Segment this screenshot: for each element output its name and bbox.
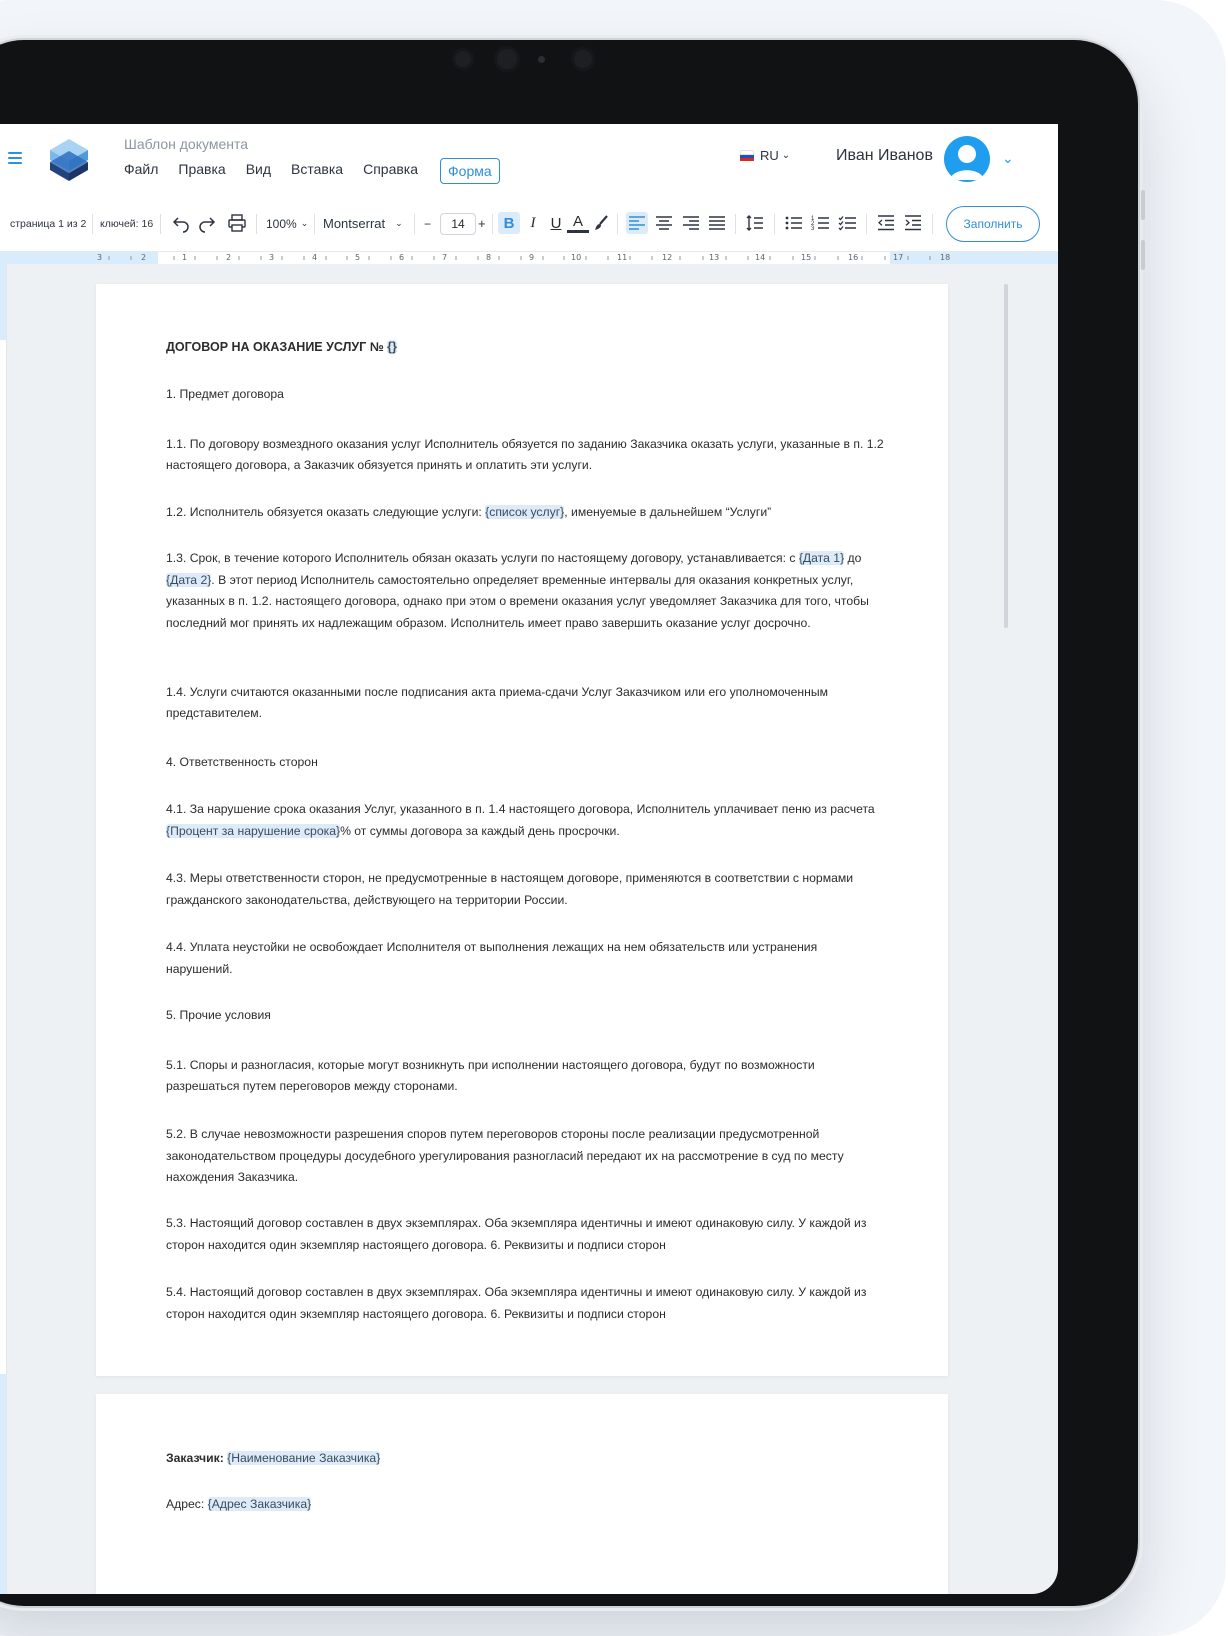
app-logo[interactable] bbox=[46, 137, 92, 183]
section-heading: 5. Прочие условия bbox=[166, 1008, 271, 1022]
document-page[interactable] bbox=[96, 284, 948, 1376]
ruler-label: 11 bbox=[617, 253, 628, 262]
menu-view[interactable]: Вид bbox=[245, 161, 272, 177]
vertical-ruler[interactable] bbox=[0, 264, 7, 1594]
divider bbox=[866, 214, 867, 234]
divider bbox=[617, 214, 618, 234]
language-selector[interactable] bbox=[740, 148, 790, 163]
ruler-margin bbox=[0, 1374, 6, 1594]
indent-icon[interactable] bbox=[902, 212, 924, 234]
paragraph-text: 4.1. За нарушение срока оказания Услуг, указанного в п. 1.4 настоящего договора, Исполнитель уплачивает пеню из расчета bbox=[166, 802, 875, 816]
chevron-down-icon: ⌄ bbox=[300, 218, 309, 228]
bold-button[interactable]: B bbox=[498, 212, 520, 234]
avatar[interactable] bbox=[944, 136, 990, 182]
numbered-list-icon[interactable] bbox=[810, 212, 832, 234]
variable-field[interactable]: {Процент за нарушение срока} bbox=[166, 824, 341, 838]
customer-label: Заказчик: bbox=[166, 1451, 224, 1465]
divider bbox=[932, 214, 933, 234]
variable-field[interactable]: {Дата 1} bbox=[798, 551, 845, 565]
paragraph: 4.3. Меры ответственности сторон, не предусмотренные в настоящем договоре, применяются в соответствии с нормами гражданского законодательства, действующего на территории России. bbox=[166, 871, 854, 907]
chevron-down-icon: ⌄ bbox=[395, 218, 403, 228]
ruler-label: 1 bbox=[182, 253, 188, 262]
menu-help[interactable]: Справка bbox=[363, 161, 419, 177]
ruler-label: 13 bbox=[709, 253, 720, 262]
divider bbox=[92, 214, 93, 234]
variable-field[interactable]: {Адрес Заказчика} bbox=[207, 1497, 312, 1511]
svg-text:1: 1 bbox=[811, 216, 815, 222]
divider bbox=[492, 214, 493, 234]
ruler-label: 3 bbox=[97, 253, 103, 262]
formatting-toolbar bbox=[0, 196, 1058, 252]
scrollbar[interactable] bbox=[1004, 284, 1008, 628]
screen bbox=[0, 124, 1058, 1594]
ruler-label: 6 bbox=[399, 253, 405, 262]
heading-text: ДОГОВОР НА ОКАЗАНИЕ УСЛУГ № bbox=[166, 340, 384, 354]
sensor-icon bbox=[538, 56, 545, 63]
ruler-label: 2 bbox=[141, 253, 147, 262]
divider bbox=[314, 214, 315, 234]
fill-button[interactable]: Заполнить bbox=[946, 206, 1040, 242]
align-left-icon[interactable] bbox=[626, 212, 648, 234]
variable-field[interactable]: {Наименование Заказчика} bbox=[227, 1451, 381, 1465]
zoom-select[interactable] bbox=[266, 196, 308, 251]
font-value: Montserrat bbox=[323, 216, 386, 231]
paragraph: 5.3. Настоящий договор составлен в двух экземплярах. Оба экземпляра идентичны и имеют одинаковую силу. У каждой из сторон находится один экземпляр настоящего договора. 6. Реквизиты и подписи сторон bbox=[166, 1216, 867, 1252]
horizontal-ruler[interactable] bbox=[0, 252, 1058, 264]
ruler-label: 9 bbox=[529, 253, 535, 262]
camera-icon bbox=[571, 47, 595, 71]
decrease-size-button[interactable]: − bbox=[424, 216, 432, 231]
variable-field[interactable]: {Дата 2} bbox=[166, 572, 212, 587]
ruler-label: 16 bbox=[848, 253, 859, 262]
divider bbox=[256, 214, 257, 234]
undo-icon[interactable] bbox=[170, 212, 192, 234]
ruler-label: 7 bbox=[442, 253, 448, 262]
svg-text:2: 2 bbox=[811, 221, 815, 227]
paragraph-text: , именуемые в дальнейшем “Услуги” bbox=[564, 505, 772, 519]
chevron-down-icon: ⌄ bbox=[781, 150, 791, 161]
app bbox=[0, 124, 1058, 1594]
redo-icon[interactable] bbox=[196, 212, 218, 234]
line-spacing-icon[interactable] bbox=[744, 212, 766, 234]
divider bbox=[735, 214, 736, 234]
increase-size-button[interactable]: + bbox=[478, 216, 486, 231]
align-right-icon[interactable] bbox=[680, 212, 702, 234]
ruler-label: 15 bbox=[801, 253, 812, 262]
camera-icon bbox=[452, 48, 474, 70]
paragraph-text: . В этот период Исполнитель самостоятельно определяет временные интервалы для оказания конкретных услуг, указанных в п. 1.2. настоящего договора, однако при этом о времени оказания услуг уведомляет Заказчика для того, чтобы последний мог принять их надлежащим образом. Исполнитель имеет право завершить оказание услуг досрочно. bbox=[166, 572, 869, 630]
section-heading: 1. Предмет договора bbox=[166, 387, 284, 401]
side-button bbox=[1141, 190, 1145, 220]
divider bbox=[774, 214, 775, 234]
italic-button[interactable]: I bbox=[530, 214, 536, 231]
document-heading bbox=[166, 337, 886, 358]
outdent-icon[interactable] bbox=[875, 212, 897, 234]
paragraph: 1.1. По договору возмездного оказания услуг Исполнитель обязуется по заданию Заказчика оказать услуги, указанные в п. 1.2 настоящего договора, а Заказчик обязуется принять и оплатить эти услуги. bbox=[166, 437, 884, 472]
paragraph-text: 1.3. Срок, в течение которого Исполнитель обязан оказать услуги по настоящему договору, устанавливается: с bbox=[166, 551, 799, 565]
ruler-label: 12 bbox=[662, 253, 673, 262]
variable-field[interactable]: {список услуг} bbox=[485, 505, 565, 519]
user-icon bbox=[944, 136, 990, 182]
ruler-label: 8 bbox=[486, 253, 492, 262]
ruler-label: 14 bbox=[755, 253, 766, 262]
paragraph-text: 1.2. Исполнитель обязуется оказать следующие услуги: bbox=[166, 505, 486, 519]
brush-icon[interactable] bbox=[590, 212, 612, 234]
paragraph bbox=[166, 548, 886, 634]
menu-insert[interactable]: Вставка bbox=[291, 161, 344, 177]
paragraph: 5.1. Споры и разногласия, которые могут возникнуть при исполнении настоящего договора, будут по возможности разрешаться путем переговоров между сторонами. bbox=[166, 1058, 815, 1093]
hamburger-menu-icon[interactable] bbox=[8, 152, 22, 164]
bullet-list-icon[interactable] bbox=[783, 212, 805, 234]
ruler-label: 18 bbox=[940, 253, 951, 262]
ruler-label: 2 bbox=[226, 253, 232, 262]
form-button[interactable]: Форма bbox=[440, 158, 500, 184]
paragraph-text: до bbox=[844, 551, 862, 565]
align-center-icon[interactable] bbox=[653, 212, 675, 234]
menu-edit[interactable]: Правка bbox=[178, 161, 226, 177]
section-heading: 4. Ответственность сторон bbox=[166, 755, 318, 769]
ruler-margin bbox=[0, 264, 6, 340]
ruler-label: 10 bbox=[571, 253, 582, 262]
address-label: Адрес: bbox=[166, 1497, 208, 1511]
menubar bbox=[124, 158, 520, 184]
zoom-value: 100% bbox=[266, 216, 297, 231]
font-size-input[interactable]: 14 bbox=[440, 213, 476, 235]
paragraph: 1.4. Услуги считаются оказанными после подписания акта приема-сдачи Услуг Заказчиком или его уполномоченным представителем. bbox=[166, 685, 829, 720]
divider bbox=[160, 214, 161, 234]
app-header bbox=[0, 124, 1058, 197]
underline-button[interactable]: U bbox=[550, 214, 562, 232]
document-title: Шаблон документа bbox=[124, 136, 249, 152]
paragraph: 5.2. В случае невозможности разрешения споров путем переговоров стороны после реализации предусмотренной законодательством процедуры досудебного урегулирования разногласий передают их на рассмотрение в суд по месту нахождения Заказчика. bbox=[166, 1127, 844, 1184]
page-counter: страница 1 из 2 bbox=[10, 217, 87, 230]
paragraph: 5.4. Настоящий договор составлен в двух экземплярах. Оба экземпляра идентичны и имеют одинаковую силу. У каждой из сторон находится один экземпляр настоящего договора. 6. Реквизиты и подписи сторон bbox=[166, 1285, 867, 1321]
ruler-label: 3 bbox=[269, 253, 275, 262]
language-label: RU bbox=[760, 148, 779, 163]
menu-file[interactable]: Файл bbox=[124, 161, 159, 177]
divider bbox=[414, 214, 415, 234]
font-select[interactable] bbox=[323, 196, 403, 251]
font-color-button[interactable]: A bbox=[567, 212, 589, 233]
paragraph: 4.4. Уплата неустойки не освобождает Исполнителя от выполнения лежащих на нем обязательств или устранения нарушений. bbox=[166, 940, 818, 976]
user-name[interactable]: Иван Иванов bbox=[836, 147, 933, 164]
document-page[interactable] bbox=[96, 1394, 948, 1594]
svg-text:3: 3 bbox=[811, 226, 815, 232]
tablet-frame bbox=[0, 40, 1138, 1606]
ruler-label: 17 bbox=[893, 253, 904, 262]
paragraph-text: % от суммы договора за каждый день просрочки. bbox=[340, 824, 620, 838]
customer-line bbox=[166, 1448, 886, 1469]
chevron-down-icon[interactable]: ⌄ bbox=[1002, 150, 1014, 166]
paragraph bbox=[166, 502, 886, 523]
address-line bbox=[166, 1494, 886, 1515]
paragraph bbox=[166, 798, 886, 842]
camera-icon bbox=[494, 46, 520, 72]
ruler-label: 5 bbox=[355, 253, 361, 262]
align-justify-icon[interactable] bbox=[706, 212, 728, 234]
russia-flag-icon bbox=[740, 150, 754, 162]
ruler-label: 4 bbox=[312, 253, 318, 262]
print-icon[interactable] bbox=[226, 212, 248, 234]
variable-field[interactable]: {} bbox=[387, 340, 397, 354]
side-button bbox=[1141, 240, 1145, 270]
keys-counter: ключей: 16 bbox=[100, 217, 154, 230]
checklist-icon[interactable] bbox=[837, 212, 859, 234]
